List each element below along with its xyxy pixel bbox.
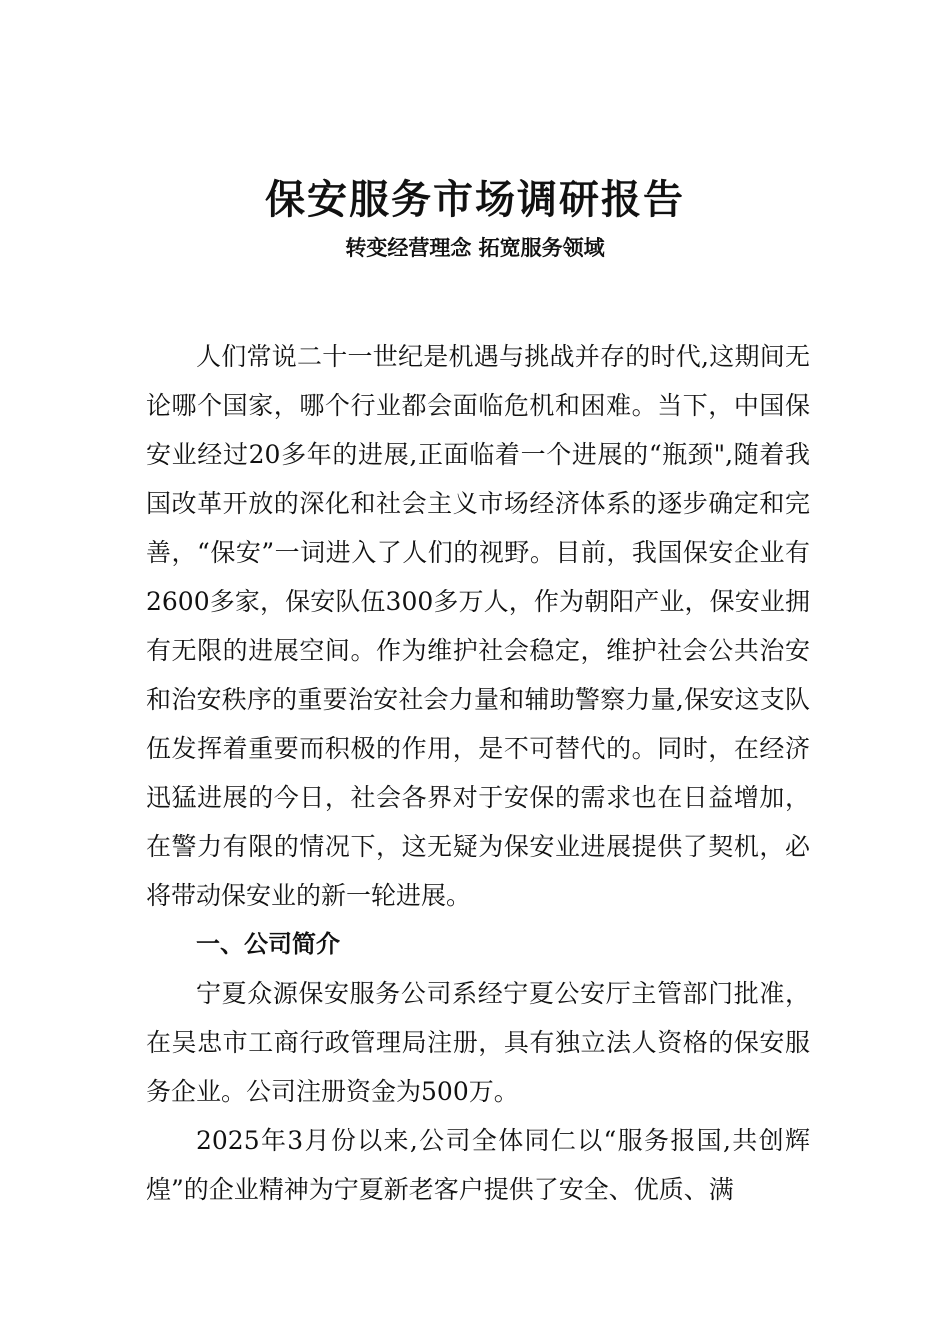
company-history-paragraph: 2025年3月份以来,公司全体同仁以“服务报国,共创辉煌”的企业精神为宁夏新老客户提供了安全、优质、满 xyxy=(146,1126,810,1204)
section-heading-company-profile: 一、公司简介 xyxy=(196,930,340,958)
company-profile-paragraph: 宁夏众源保安服务公司系经宁夏公安厅主管部门批准，在吴忠市工商行政管理局注册，具有独立法人资格的保安服务企业。公司注册资金为500万。 xyxy=(146,979,810,1106)
intro-paragraph: 人们常说二十一世纪是机遇与挑战并存的时代,这期间无论哪个国家，哪个行业都会面临危机和困难。当下，中国保安业经过20多年的进展,正面临着一个进展的“瓶颈",随着我国改革开放的深化和社会主义市场经济体系的逐步确定和完善，“保安”一词进入了人们的视野。目前，我国保安企业有2600多家，保安队伍300多万人，作为朝阳产业，保安业拥有无限的进展空间。作为维护社会稳定，维护社会公共治安和治安秩序的重要治安社会力量和辅助警察力量,保安这支队伍发挥着重要而积极的作用，是不可替代的。同时，在经济迅猛进展的今日，社会各界对于安保的需求也在日益增加，在警力有限的情况下，这无疑为保安业进展提供了契机，必将带动保安业的新一轮进展。 xyxy=(146,342,810,910)
document-body xyxy=(146,332,810,1214)
document-subtitle: 转变经营理念 拓宽服务领域 xyxy=(345,236,605,260)
document-title: 保安服务市场调研报告 xyxy=(265,177,685,223)
